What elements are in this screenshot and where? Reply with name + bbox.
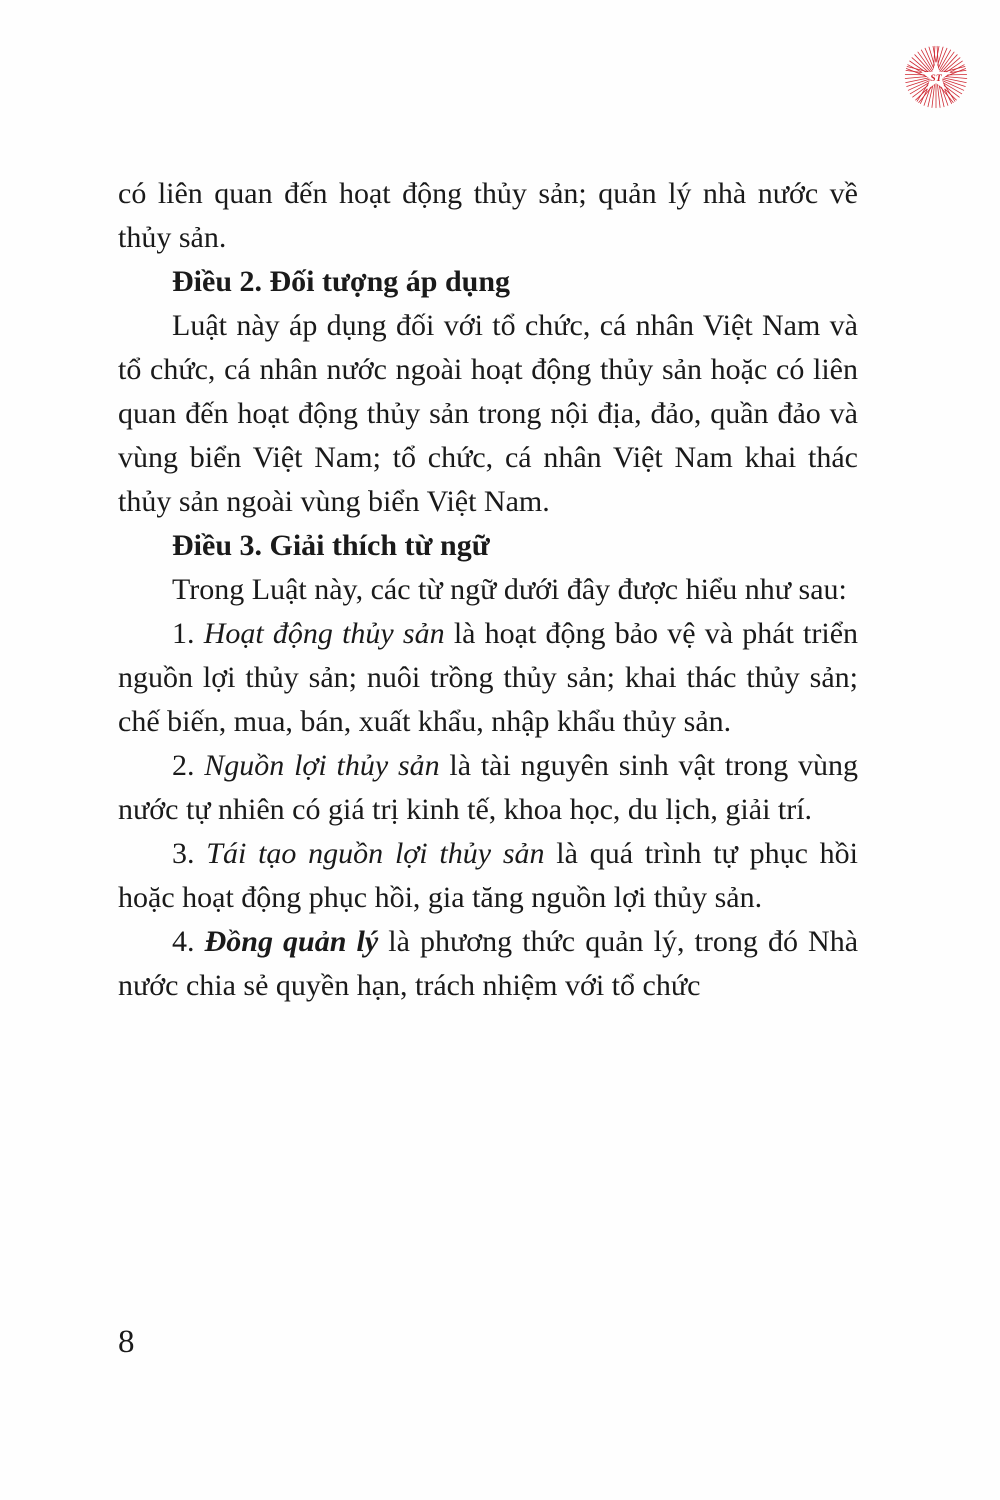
item-3-definition: là quá trình tự phục hồi hoặc hoạt động phục hồi, gia tăng nguồn lợi thủy sản. [118,837,859,914]
paragraph-continuation: có liên quan đến hoạt động thủy sản; quản lý nhà nước về thủy sản. [118,177,858,254]
item-4-definition: là phương thức quản lý, trong đó Nhà nước chia sẻ quyền hạn, trách nhiệm với tổ chức [118,925,859,1002]
item-1-definition: là hoạt động bảo vệ và phát triển nguồn lợi thủy sản; nuôi trồng thủy sản; khai thác thủy sản; chế biến, mua, bán, xuất khẩu, nhập khẩu thủy sản. [118,617,859,738]
item-1-number: 1. [172,617,195,650]
page-number: 8 [118,1324,135,1360]
item-2-term: Nguồn lợi thủy sản [204,749,440,782]
definition-item-2 [118,744,858,832]
article-2-body: Luật này áp dụng đối với tổ chức, cá nhân Việt Nam và tổ chức, cá nhân nước ngoài hoạt động thủy sản hoặc có liên quan đến hoạt động thủy sản trong nội địa, đảo, quần đảo và vùng biển Việt Nam; tổ chức, cá nhân Việt Nam khai thác thủy sản ngoài vùng biển Việt Nam. [118,309,858,518]
item-1-term: Hoạt động thủy sản [203,617,445,650]
item-4-number: 4. [172,925,195,958]
starburst-logo-icon [901,42,971,112]
logo-monogram: ST [930,72,942,84]
article-3-heading: Điều 3. Giải thích từ ngữ [172,529,490,562]
item-2-number: 2. [172,749,195,782]
definition-item-4 [118,920,858,1008]
item-2-definition: là tài nguyên sinh vật trong vùng nước tự nhiên có giá trị kinh tế, khoa học, du lịch, giải trí. [118,749,859,826]
page-content [118,172,858,1008]
item-3-term: Tái tạo nguồn lợi thủy sản [206,837,545,870]
definition-item-1 [118,612,858,744]
article-3-intro: Trong Luật này, các từ ngữ dưới đây được hiểu như sau: [172,573,847,606]
definition-item-3 [118,832,858,920]
item-3-number: 3. [172,837,195,870]
item-4-term: Đồng quản lý [204,925,379,958]
article-2-heading: Điều 2. Đối tượng áp dụng [172,265,511,298]
publisher-logo [901,42,971,112]
